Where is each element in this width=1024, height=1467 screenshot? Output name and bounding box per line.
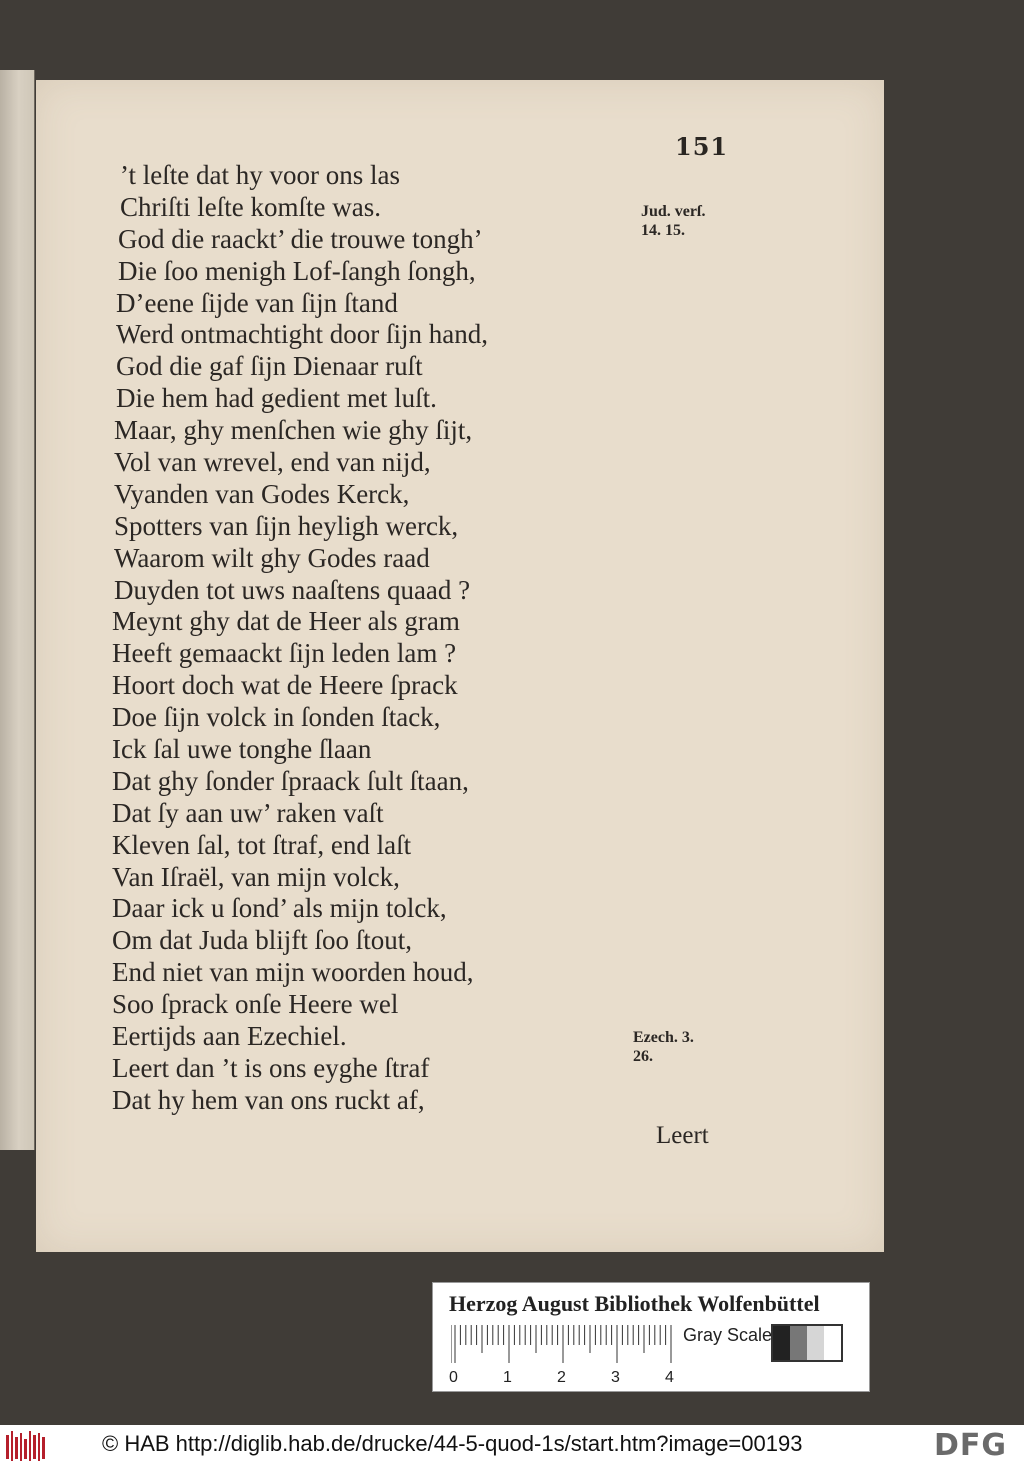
- verse-line: Heeft gemaackt ſijn leden lam ?: [112, 638, 457, 669]
- verse-line: Ick ſal uwe tonghe ſlaan: [112, 734, 372, 765]
- marginal-note-line: Ezech. 3.: [633, 1029, 694, 1046]
- verse-line: Dat ſy aan uw’ raken vaſt: [112, 797, 384, 828]
- verse-line: Vol van wrevel, end van nijd,: [114, 447, 431, 478]
- verse-line: Leert dan ’t is ons eyghe ſtraf: [112, 1052, 430, 1083]
- verse-line: Chriſti leſte komſte was.: [120, 191, 381, 222]
- copyright-url[interactable]: © HAB http://diglib.hab.de/drucke/44-5-quod-1s/start.htm?image=00193: [102, 1431, 803, 1456]
- verse-line: God die gaf ſijn Dienaar ruſt: [116, 351, 423, 382]
- verse-text: [112, 160, 488, 1117]
- verse-line: Die ſoo menigh Lof-ſangh ſongh,: [118, 255, 476, 286]
- page-number: 151: [675, 132, 729, 161]
- marginal-note-line: 26.: [633, 1048, 653, 1065]
- verse-line: Om dat Juda blijft ſoo ſtout,: [112, 925, 412, 956]
- scale-number: 0: [449, 1369, 458, 1386]
- verse-line: Soo ſprack onſe Heere wel: [112, 989, 399, 1020]
- marginal-note-line: 14. 15.: [641, 222, 685, 239]
- verse-line: Kleven ſal, tot ſtraf, end laſt: [112, 829, 412, 860]
- verse-line: Dat ghy ſonder ſpraack ſult ſtaan,: [112, 765, 469, 796]
- library-color-card: [432, 1282, 870, 1392]
- gray-scale-swatches: [771, 1324, 843, 1362]
- verse-line: ’t leſte dat hy voor ons las: [120, 160, 400, 190]
- verse-line: Eertijds aan Ezechiel.: [112, 1021, 347, 1052]
- verse-line: Dat hy hem van ons ruckt af,: [112, 1084, 425, 1115]
- verse-line: Waarom wilt ghy Godes raad: [114, 542, 430, 573]
- scale-number: 4: [665, 1369, 674, 1386]
- gray-swatch: [790, 1326, 807, 1360]
- verse-line: End niet van mijn woorden houd,: [112, 957, 474, 988]
- verse-line: Meynt ghy dat de Heer als gram: [112, 606, 460, 637]
- scale-number: 3: [611, 1369, 620, 1386]
- gray-swatch: [807, 1326, 824, 1360]
- scale-number: 1: [503, 1369, 512, 1386]
- verse-line: Maar, ghy menſchen wie ghy ſijt,: [114, 415, 473, 446]
- verse-line: Daar ick u ſond’ als mijn tolck,: [112, 893, 447, 924]
- verse-line: Hoort doch wat de Heere ſprack: [112, 670, 458, 701]
- verse-line: God die raackt’ die trouwe tongh’: [118, 223, 483, 254]
- dfg-logo: DFG: [934, 1428, 1008, 1463]
- verse-line: Werd ontmachtight door ſijn hand,: [116, 319, 489, 350]
- marginal-note-ezechiel: [633, 1028, 694, 1066]
- verse-line: Die hem had gedient met luſt.: [116, 383, 437, 414]
- gray-swatch: [824, 1326, 841, 1360]
- library-name: Herzog August Bibliothek Wolfenbüttel: [449, 1291, 820, 1316]
- verse-line: Duyden tot uws naaſtens quaad ?: [114, 574, 471, 605]
- gray-scale-label: Gray Scale: [683, 1325, 773, 1345]
- verse-line: Doe ſijn volck in ſonden ſtack,: [112, 702, 441, 733]
- scale-number: 2: [557, 1369, 566, 1386]
- footer-bar: [0, 1425, 1024, 1467]
- verse-line: D’eene ſijde van ſijn ſtand: [116, 287, 398, 318]
- marginal-note-line: Jud. verſ.: [641, 203, 706, 220]
- gray-swatch: [773, 1326, 790, 1360]
- verse-line: Spotters van ſijn heyligh werck,: [114, 510, 459, 541]
- barcode-icon: [6, 1429, 48, 1463]
- verse-line: Van Iſraël, van mijn volck,: [112, 861, 400, 892]
- catchword: Leert: [656, 1122, 709, 1149]
- measurement-ruler: [451, 1323, 681, 1373]
- marginal-note-jude: [641, 202, 705, 240]
- previous-page-edge: [0, 70, 35, 1150]
- verse-line: Vyanden van Godes Kerck,: [114, 478, 410, 509]
